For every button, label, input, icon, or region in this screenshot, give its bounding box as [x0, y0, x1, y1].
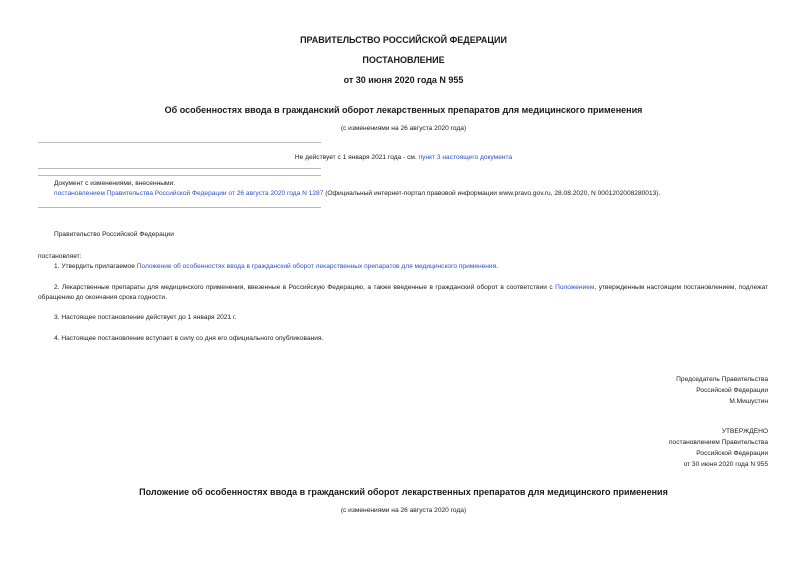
approval-line-4: от 30 июня 2020 года N 955: [683, 461, 768, 468]
amendment-note: (с изменениями на 26 августа 2020 года): [340, 125, 467, 132]
approval-heading: УТВЕРЖДЕНО: [721, 428, 768, 435]
document-date-number: от 30 июня 2020 года N 955: [343, 75, 464, 85]
changes-rest: (Официальный интернет-портал правовой информации www.pravo.gov.ru, 28.08.2020, N 0001202008280013).: [323, 190, 661, 197]
paragraph-2: [38, 283, 768, 303]
annex-amendment-note: (с изменениями на 26 августа 2020 года): [340, 507, 467, 514]
regulation-link[interactable]: Положение об особенностях ввода в гражданский оборот лекарственных препаратов для медицинского применения: [136, 263, 497, 270]
issuer: Правительство Российской Федерации: [54, 231, 174, 238]
approval-line-3: Российской Федерации: [696, 450, 768, 457]
paragraph-1: [38, 262, 768, 272]
resolves-word: постановляет:: [38, 253, 82, 260]
paragraph-1-end: .: [496, 263, 499, 270]
signature-country: Российской Федерации: [696, 387, 768, 394]
paragraph-4: 4. Настоящее постановление вступает в силу со дня его официального опубликования.: [54, 335, 324, 342]
government-heading: ПРАВИТЕЛЬСТВО РОССИЙСКОЙ ФЕДЕРАЦИИ: [300, 35, 507, 45]
signature-name: М.Мишустин: [729, 398, 768, 405]
approval-line-2: постановлением Правительства: [668, 439, 768, 446]
paragraph-3: 3. Настоящее постановление действует до 1 января 2021 г.: [54, 314, 237, 321]
divider-line: [38, 175, 321, 176]
divider-line: [38, 207, 321, 208]
changes-reference: [54, 189, 794, 199]
divider-line: [38, 142, 321, 143]
approval-block: [669, 426, 768, 470]
paragraph-1-text: 1. Утвердить прилагаемое: [54, 263, 137, 270]
changes-link[interactable]: постановлением Правительства Российской Федерации от 26 августа 2020 года N 1287: [54, 190, 324, 197]
signature-position: Председатель Правительства: [676, 376, 768, 383]
paragraph-2-end: , утвержденным настоящим постановлением, подлежат обращению до окончания срока годности.: [38, 284, 768, 301]
document-title: Об особенностях ввода в гражданский оборот лекарственных препаратов для медицинского применения: [164, 105, 643, 115]
signature-block: [676, 374, 768, 407]
document-type-heading: ПОСТАНОВЛЕНИЕ: [362, 55, 445, 65]
validity-text: Не действует с 1 января 2021 года - см.: [294, 154, 417, 161]
regulation-short-link[interactable]: Положением: [555, 284, 595, 291]
validity-link[interactable]: пункт 3 настоящего документа: [418, 154, 513, 161]
divider-line: [38, 168, 321, 169]
annex-title: Положение об особенностях ввода в гражданский оборот лекарственных препаратов для медицинского применения: [139, 487, 668, 497]
validity-notice: [0, 154, 807, 161]
changes-box: [54, 179, 794, 199]
paragraph-2-text: 2. Лекарственные препараты для медицинского применения, ввезенные в Российскую Федерацию, а также введенные в гражданский оборот в соответствии с: [54, 284, 556, 291]
changes-label: Документ с изменениями, внесенными:: [54, 180, 176, 187]
